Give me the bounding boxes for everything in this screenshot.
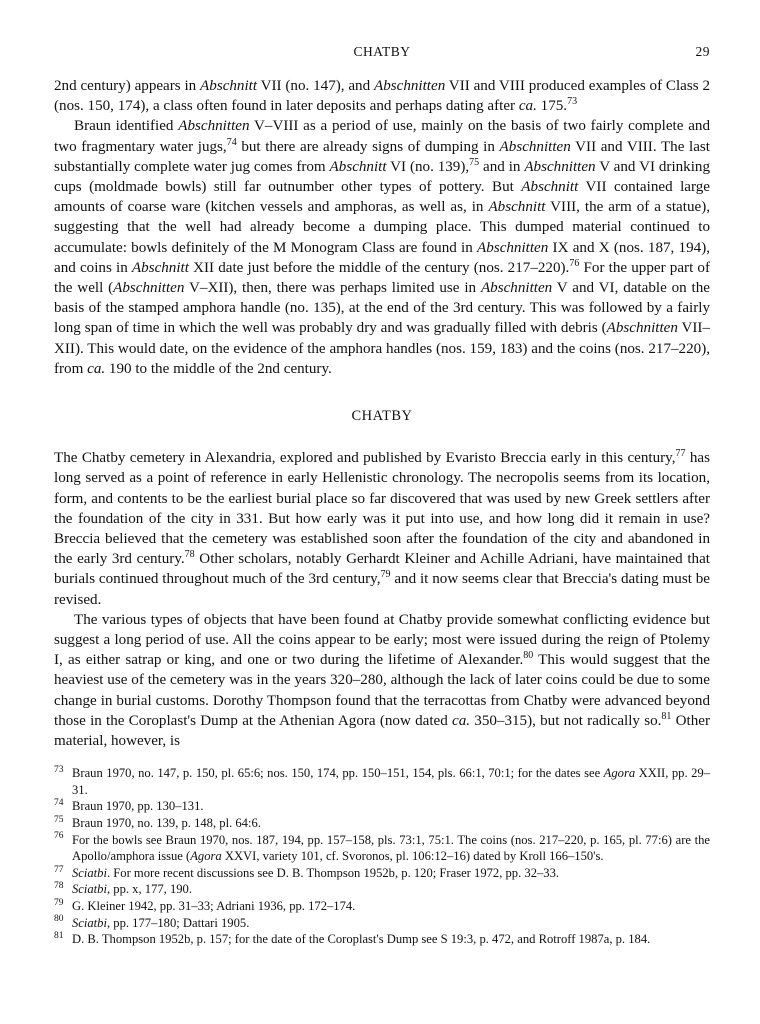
footnote: 81 D. B. Thompson 1952b, p. 157; for the date of the Coroplast's Dump see S 19:3, p. 472, and Rotroff 1987a, p. 184. bbox=[54, 931, 651, 947]
body-text bbox=[54, 76, 710, 751]
running-head-title: CHATBY bbox=[353, 44, 411, 59]
intro-paragraphs bbox=[54, 76, 710, 379]
text-run: G. Kleiner 1942, pp. 31–33; Adriani 1936, pp. 172–174. bbox=[72, 899, 356, 914]
italic-run: Abschnitt bbox=[131, 259, 189, 276]
paragraph bbox=[54, 76, 710, 116]
text-run: 175. bbox=[536, 98, 568, 115]
text-run: For the bowls see Braun 1970, nos. 187, 194, pp. 157–158, pls. 73:1, 75:1. The coins (nos. 217–220, p. 165, pl. 77:6) are the Apollo/amphora issue ( bbox=[72, 832, 710, 864]
italic-run: ca. bbox=[87, 360, 106, 377]
text-run: Other scholars, notably Gerhardt Kleiner and Achille Adriani, have maintained that burials continued throughout much of the 3rd century, bbox=[54, 551, 710, 588]
text-run: 350–315), but not radically so. bbox=[470, 712, 662, 729]
text-run: XXII, pp. 29–31. bbox=[72, 766, 711, 797]
text-run: The various types of objects that have been found at Chatby provide somewhat conflicting evidence but suggest a long period of use. All the coins appear to be early; most were issued during the reign of Ptolemy I, as either satrap or king, and one or two during the lifetime of Alexander. bbox=[54, 611, 710, 669]
footnote: 78 Sciatbi, pp. x, 177, 190. bbox=[54, 881, 192, 897]
footnote-ref: 77 bbox=[675, 448, 686, 460]
text-run: V and VI, datable on the basis of the stamped amphora handle (no. 135), at the end of the 3rd century. This was followed by a fairly long span of time in which the well was probably dry and was gradually filled with debris ( bbox=[54, 280, 710, 337]
italic-run: Abschnitt bbox=[521, 179, 579, 196]
italic-run: Abschnitten bbox=[499, 138, 571, 155]
text-run: VIII, the arm of a statue), suggesting that the well had already become a dumping place. This dumped material continued to accumulate: bowls definitely of the M Monogram Class are found in bbox=[54, 199, 710, 256]
text-run: . For more recent discussions see D. B. Thompson 1952b, p. 120; Fraser 1972, pp. 32–33. bbox=[106, 865, 560, 880]
running-head bbox=[54, 44, 710, 64]
text-run: , pp. x, 177, 190. bbox=[106, 882, 192, 897]
text-run: V and VI drinking cups (moldmade bowls) still far outnumber other types of pottery. But bbox=[54, 158, 711, 196]
text-run: V–VIII as a period of use, mainly on the basis of two fairly complete and two fragmentary water jugs, bbox=[54, 118, 710, 155]
text-run: XXVI, variety 101, cf. Svoronos, pl. 106:12–16) dated by Kroll 166–150's. bbox=[221, 849, 604, 864]
text-run: has long served as a point of reference in early Hellenistic chronology. The necropolis seems from its location, form, and contents to be the earliest burial place so far discovered that was used by new Greek settlers after the foundation of the city in 331. But how early was it put into use, and how long did it remain in use? Breccia believed that the cemetery was established soon after the foundation of the city and abandoned in the early 3rd century. bbox=[54, 450, 710, 568]
footnote-ref: 80 bbox=[523, 650, 534, 662]
footnote: 73 Braun 1970, no. 147, p. 150, pl. 65:6; nos. 150, 174, pp. 150–151, 154, pls. 66:1, 70:1; for the dates see Agora XXII, pp. 29–31. bbox=[54, 765, 711, 797]
footnote-ref: 78 bbox=[184, 549, 195, 561]
italic-run: Abschnitten bbox=[480, 280, 553, 297]
text-run: , pp. 177–180; Dattari 1905. bbox=[106, 915, 250, 930]
section-paragraphs bbox=[54, 448, 710, 751]
text-run: and in bbox=[479, 158, 525, 175]
text-run: but there are already signs of dumping in bbox=[236, 138, 500, 155]
page bbox=[54, 44, 710, 948]
text-run: IX and X (nos. 187, 194), and coins in bbox=[54, 239, 710, 276]
paragraph bbox=[54, 116, 710, 379]
text-run: 190 to the middle of the 2nd century. bbox=[105, 360, 332, 377]
footnotes bbox=[54, 765, 710, 948]
italic-run: Abschnitten bbox=[477, 239, 549, 256]
text-run: Braun 1970, pp. 130–131. bbox=[72, 799, 204, 814]
section-heading: CHATBY bbox=[351, 408, 413, 425]
text-run: VII (no. 147), and bbox=[257, 78, 374, 94]
footnote: 75 Braun 1970, no. 139, p. 148, pl. 64:6. bbox=[54, 814, 261, 831]
text-run: VII and VIII. The last substantially complete water jug comes from bbox=[54, 138, 710, 175]
footnote-ref: 74 bbox=[226, 136, 237, 148]
text-run: Braun identified bbox=[74, 118, 179, 135]
text-run: For the upper part of the well ( bbox=[54, 259, 711, 297]
footnote: 76 For the bowls see Braun 1970, nos. 187, 194, pp. 157–158, pls. 73:1, 75:1. The coins (nos. 217–220, p. 165, pl. 77:6) are the Apollo/amphora issue (Agora XXVI, variety 101, cf. Svoronos, pl. 106:12–16) dated by Kroll 166–150's. bbox=[54, 831, 710, 864]
text-run: D. B. Thompson 1952b, p. 157; for the date of the Coroplast's Dump see S 19:3, p. 472, and Rotroff 1987a, p. 184. bbox=[72, 932, 651, 947]
footnote: 80 Sciatbi, pp. 177–180; Dattari 1905. bbox=[54, 914, 250, 930]
page-number: 29 bbox=[695, 44, 710, 59]
text-run: 2nd century) appears in bbox=[54, 78, 201, 94]
footnote-ref: 76 bbox=[569, 257, 580, 269]
italic-run: Agora bbox=[603, 766, 636, 781]
text-run: Braun 1970, no. 147, p. 150, pl. 65:6; nos. 150, 174, pp. 150–151, 154, pls. 66:1, 70:1; for the dates see bbox=[72, 766, 604, 781]
paragraph bbox=[54, 448, 710, 610]
footnote-ref: 73 bbox=[567, 96, 578, 108]
text-run: VII contained large amounts of coarse ware (kitchen vessels and amphoras, as well as, in bbox=[54, 179, 710, 216]
text-run: V–XII), then, there was perhaps limited use in bbox=[184, 280, 481, 297]
footnote: 74 Braun 1970, pp. 130–131. bbox=[54, 798, 204, 814]
italic-run: Abschnitt bbox=[488, 199, 546, 216]
text-run: XII date just before the middle of the century (nos. 217–220). bbox=[188, 259, 570, 276]
paragraph bbox=[54, 610, 710, 751]
italic-run: Abschnitt bbox=[329, 158, 387, 175]
italic-run: Abschnitt bbox=[200, 78, 258, 94]
text-run: This would suggest that the heaviest use of the cemetery was in the years 320–280, although the lack of later coins could be due to some change in burial customs. Dorothy Thompson found that the terracottas from Chatby were advanced beyond those in the Coroplast's Dump at the Athenian Agora (now dated bbox=[54, 652, 710, 729]
text-run: VII and VIII produced examples of Class 2 (nos. 150, 174), a class often found in later deposits and perhaps dating after bbox=[54, 78, 710, 115]
italic-run: Sciatbi bbox=[72, 882, 107, 897]
italic-run: ca. bbox=[452, 712, 471, 729]
footnote: 77 Sciatbi. For more recent discussions see D. B. Thompson 1952b, p. 120; Fraser 1972, pp. 32–33. bbox=[54, 864, 560, 880]
text-run: and it now seems clear that Breccia's dating must be revised. bbox=[54, 571, 710, 608]
italic-run: Abschnitten bbox=[113, 280, 185, 297]
italic-run: Abschnitten bbox=[178, 118, 250, 135]
italic-run: Agora bbox=[190, 849, 222, 864]
text-run: Other material, however, is bbox=[54, 712, 711, 750]
italic-run: Abschnitten bbox=[606, 320, 678, 337]
footnote-ref: 81 bbox=[661, 710, 672, 722]
text-run: VI (no. 139), bbox=[386, 158, 470, 175]
text-run: VII–XII). This would date, on the evidence of the amphora handles (nos. 159, 183) and the coins (nos. 217–220), from bbox=[54, 320, 710, 377]
italic-run: Abschnitten bbox=[373, 78, 446, 94]
footnote: 79 G. Kleiner 1942, pp. 31–33; Adriani 1936, pp. 172–174. bbox=[54, 897, 356, 914]
footnote-ref: 79 bbox=[380, 569, 391, 581]
italic-run: Sciatbi bbox=[72, 915, 107, 930]
text-run: The Chatby cemetery in Alexandria, explored and published by Evaristo Breccia early in this century, bbox=[54, 450, 676, 467]
footnote-ref: 75 bbox=[469, 156, 480, 168]
text-run: Braun 1970, no. 139, p. 148, pl. 64:6. bbox=[72, 816, 261, 831]
italic-run: ca. bbox=[518, 98, 537, 115]
italic-run: Sciatbi bbox=[72, 865, 107, 880]
italic-run: Abschnitten bbox=[524, 158, 596, 175]
